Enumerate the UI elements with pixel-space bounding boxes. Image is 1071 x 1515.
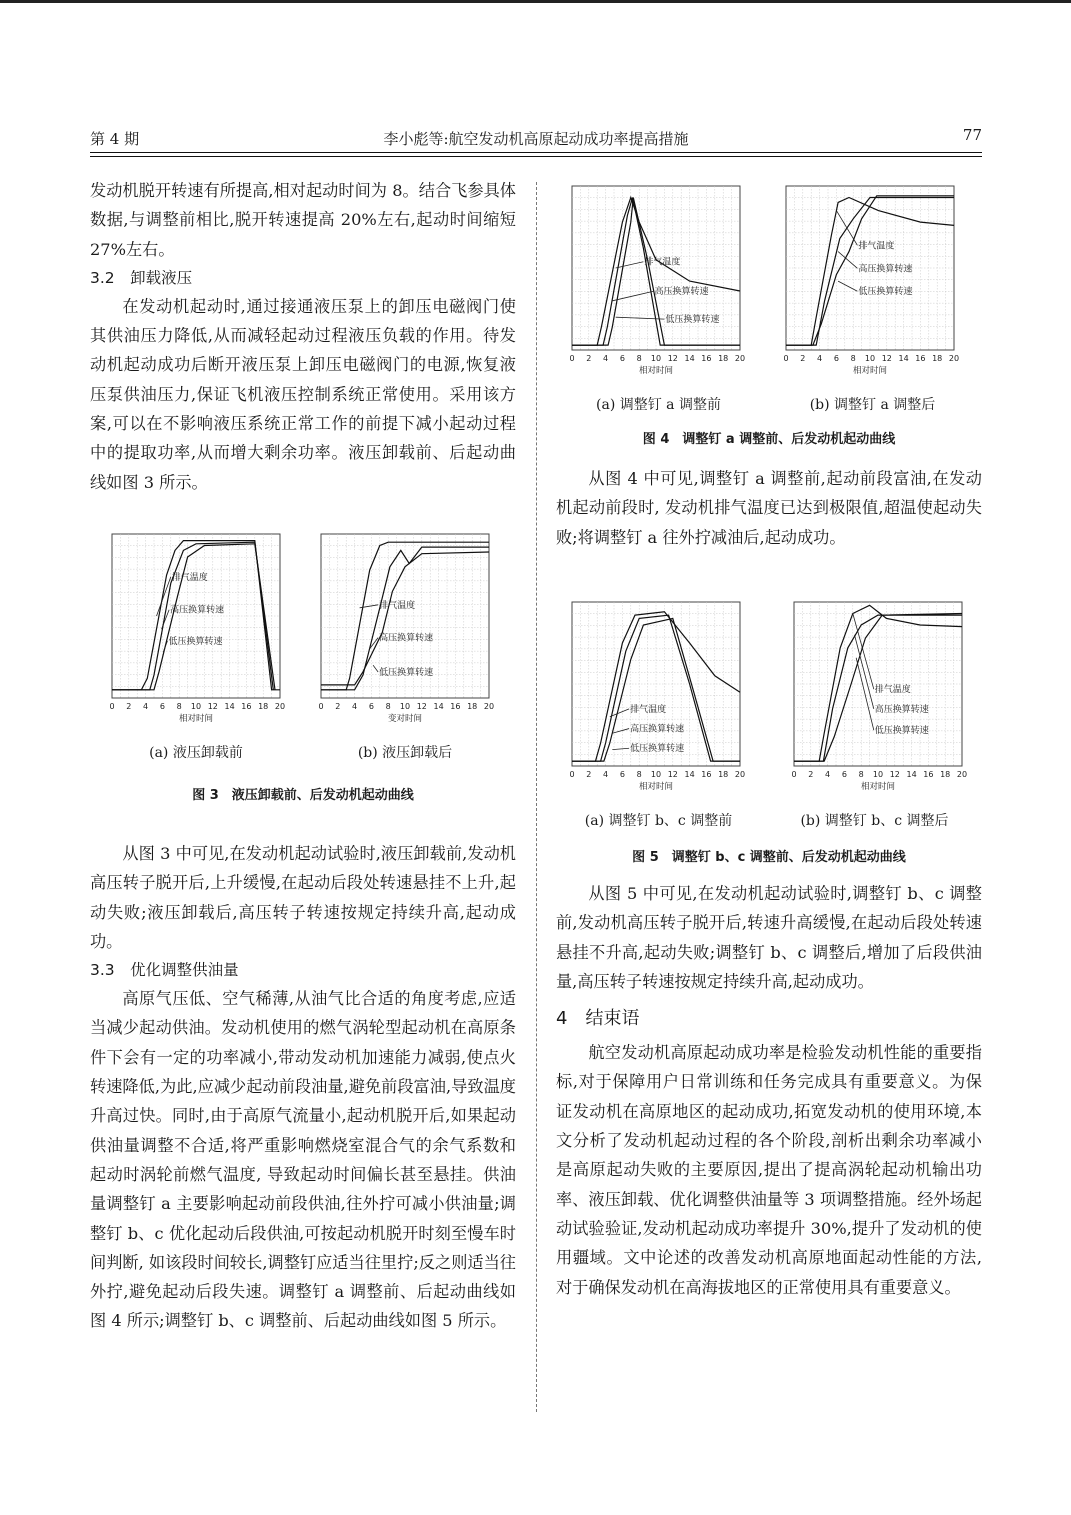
x-tick-label: 20 [948,354,960,363]
x-tick-label: 12 [667,770,678,779]
x-tick-label: 0 [791,770,797,779]
x-tick-label: 10 [190,702,202,711]
x-tick-label: 2 [586,354,592,363]
section-heading-4: 4 结束语 [556,1008,640,1030]
x-tick-label: 10 [650,770,662,779]
x-tick-label: 4 [603,770,609,779]
x-tick-label: 6 [619,354,625,363]
x-tick-label: 12 [881,354,892,363]
chart-fig5b [788,596,973,806]
x-tick-label: 20 [956,770,968,779]
x-tick-label: 2 [808,770,814,779]
x-tick-label: 20 [274,702,286,711]
left-column-top [90,176,516,497]
legend-label: 高压换算转速 [170,605,225,616]
paragraph: 从图 5 中可见,在发动机起动试验时,调整钉 b、c 调整前,发动机高压转子脱开后,转速升高缓慢,在起动后段处转速悬挂不升高,起动失败;调整钉 b、c 调整后,增加了后段供油量,高压转子转速按规定持续升高,起动成功。 [556,884,982,991]
figure-4b [780,180,965,394]
x-tick-label: 4 [352,702,358,711]
chart-fig3b [315,528,500,738]
figure-3b [315,528,500,742]
figure-3-caption: 图 3 液压卸载前、后发动机起动曲线 [192,788,414,803]
legend-label: 排气温度 [874,685,911,696]
subcaption-5b: (b) 调整钉 b、c 调整后 [800,813,949,829]
x-tick-label: 0 [783,354,789,363]
x-tick-label: 2 [126,702,132,711]
x-tick-label: 6 [833,354,839,363]
x-tick-label: 0 [569,354,575,363]
subcaption-5a: (a) 调整钉 b、c 调整前 [584,813,733,829]
paragraph: 从图 3 中可见,在发动机起动试验时,液压卸载前,发动机高压转子脱开后,上升缓慢,在起动后段处转速悬挂不上升,起动失败;液压卸载后,高压转子转速按规定持续升高,起动成功。 [90,844,516,951]
left-column-bottom [90,839,516,1336]
x-axis-label: 相对时间 [852,366,888,376]
x-tick-label: 6 [159,702,165,711]
paragraph: 在发动机起动时,通过接通液压泵上的卸压电磁阀门使其供油压力降低,从而减轻起动过程液压负载的作用。待发动机起动成功后断开液压泵上卸压电磁阀门的电源,恢复液压泵供油压力,保证飞机液压控制系统正常使用。采用该方案,可以在不影响液压系统正常工作的前提下减小起动过程中的提取功率,从而增大剩余功率。液压卸载前、后起动曲线如图 3 所示。 [90,296,516,492]
x-tick-label: 12 [667,354,678,363]
legend-label: 排气温度 [379,600,416,611]
x-tick-label: 14 [684,770,695,779]
x-tick-label: 0 [109,702,115,711]
x-tick-label: 2 [335,702,341,711]
x-tick-label: 6 [619,770,625,779]
x-tick-label: 20 [734,770,746,779]
right-para-1 [556,464,982,552]
running-title: 李小彪等:航空发动机高原起动成功率提高措施 [383,130,689,148]
subcaption-4b: (b) 调整钉 a 调整后 [809,397,936,413]
issue-label: 第 4 期 [90,130,140,148]
x-tick-label: 18 [258,702,269,711]
chart-fig4a [566,180,751,390]
legend-label: 排气温度 [630,704,667,715]
x-tick-label: 10 [864,354,876,363]
x-tick-label: 10 [872,770,884,779]
chart-fig4b [780,180,965,390]
x-axis-label: 变对时间 [387,714,423,724]
x-tick-label: 10 [399,702,411,711]
x-axis-label: 相对时间 [860,782,896,792]
legend-label: 低压换算转速 [379,668,434,679]
running-header [90,126,982,150]
figure-3a [106,528,291,742]
x-axis-label: 相对时间 [178,714,214,724]
legend-label: 高压换算转速 [630,724,685,735]
x-tick-label: 16 [915,354,926,363]
chart-fig5a [566,596,751,806]
x-tick-label: 4 [603,354,609,363]
x-tick-label: 14 [898,354,909,363]
x-tick-label: 8 [850,354,856,363]
x-tick-label: 18 [718,770,729,779]
x-tick-label: 16 [701,354,712,363]
paragraph: 高原气压低、空气稀薄,从油气比合适的角度考虑,应适当减少起动供油。发动机使用的燃气涡轮型起动机在高原条件下会有一定的功率减小,带动发动机加速能力减弱,使点火转速降低,为此,应减少起动前段油量,避免前段富油,导致温度升高过快。同时,由于高原气流量小,起动机脱开后,如果起动供油量调整不合适,将严重影响燃烧室混合气的余气系数和起动时涡轮前燃气温度, 导致起动时间偏长甚至悬挂。供油量调整钉 a 主要影响起动前段供油,往外拧可减小供油量;调整钉 b、c 优化起动后段供油,可按起动机脱开时刻至慢车时间判断, 如该段时间较长,调整钉应适当往里拧;反之则适当往外拧,避免起动后段失速。调整钉 a 调整前、后起动曲线如图 4 所示;调整钉 b、c 调整前、后起动曲线如图 5 所示。 [90,989,516,1331]
x-tick-label: 16 [241,702,252,711]
x-tick-label: 20 [483,702,495,711]
x-tick-label: 12 [889,770,900,779]
x-tick-label: 18 [467,702,478,711]
legend-label: 排气温度 [644,257,681,268]
legend-label: 高压换算转速 [379,633,434,644]
figure-5-caption: 图 5 调整钉 b、c 调整前、后发动机起动曲线 [632,850,906,865]
x-tick-label: 2 [586,770,592,779]
x-tick-label: 10 [650,354,662,363]
x-tick-label: 4 [143,702,149,711]
x-tick-label: 14 [433,702,444,711]
x-tick-label: 8 [176,702,182,711]
subcaption-3b: (b) 液压卸载后 [357,745,453,761]
legend-label: 高压换算转速 [858,264,913,275]
header-rule-thin [90,156,982,157]
x-tick-label: 18 [940,770,951,779]
x-tick-label: 2 [800,354,806,363]
figure-4-caption: 图 4 调整钉 a 调整前、后发动机起动曲线 [642,432,896,447]
x-tick-label: 8 [858,770,864,779]
x-tick-label: 4 [817,354,823,363]
figure-5b [788,596,973,810]
x-tick-label: 12 [416,702,427,711]
x-tick-label: 20 [734,354,746,363]
chart-fig3a [106,528,291,738]
figure-4a [566,180,751,394]
x-tick-label: 4 [825,770,831,779]
paragraph: 发动机脱开转速有所提高,相对起动时间为 8。结合飞参具体数据,与调整前相比,脱开转速提高 20%左右,起动时间缩短 27%左右。 [90,181,516,259]
legend-label: 低压换算转速 [630,744,685,755]
column-divider [536,182,537,1412]
x-axis-label: 相对时间 [638,366,674,376]
paragraph: 从图 4 中可见,调整钉 a 调整前,起动前段富油,在发动机起动前段时, 发动机排气温度已达到极限值,超温使起动失败;将调整钉 a 往外拧减油后,起动成功。 [556,469,982,547]
x-tick-label: 18 [718,354,729,363]
header-rule [90,152,982,153]
x-tick-label: 14 [224,702,235,711]
x-tick-label: 8 [636,770,642,779]
x-tick-label: 6 [368,702,374,711]
x-tick-label: 12 [207,702,218,711]
section-heading-3-2: 3.2 卸载液压 [90,268,193,287]
x-tick-label: 16 [701,770,712,779]
legend-label: 低压换算转速 [874,726,929,737]
legend-label: 低压换算转速 [858,287,913,298]
legend-label: 高压换算转速 [874,704,929,715]
x-tick-label: 6 [841,770,847,779]
x-tick-label: 0 [569,770,575,779]
x-tick-label: 18 [932,354,943,363]
right-column-bottom [556,879,982,1302]
legend-label: 排气温度 [171,572,208,583]
subcaption-3a: (a) 液压卸载前 [149,745,243,761]
x-tick-label: 16 [450,702,461,711]
x-axis-label: 相对时间 [638,782,674,792]
x-tick-label: 14 [906,770,917,779]
x-tick-label: 16 [923,770,934,779]
paragraph: 航空发动机高原起动成功率是检验发动机性能的重要指标,对于保障用户日常训练和任务完成具有重要意义。为保证发动机在高原地区的起动成功,拓宽发动机的使用环境,本文分析了发动机起动过程的各个阶段,剖析出剩余功率减小是高原起动失败的主要原因,提出了提高涡轮起动机输出功率、液压卸载、优化调整供油量等 3 项调整措施。经外场起动试验验证,发动机起动成功率提升 30%,提升了发动机的使用疆域。文中论述的改善发动机高原地面起动性能的方法,对于确保发动机在高海拔地区的正常使用具有重要意义。 [556,1043,982,1297]
figure-5a [566,596,751,810]
top-rule [0,0,1071,3]
legend-label: 低压换算转速 [665,315,720,326]
subcaption-4a: (a) 调整钉 a 调整前 [596,397,721,413]
x-tick-label: 0 [318,702,324,711]
legend-label: 高压换算转速 [654,287,709,298]
legend-label: 排气温度 [858,241,895,252]
x-tick-label: 8 [385,702,391,711]
page-number: 77 [962,126,982,144]
legend-label: 低压换算转速 [168,636,223,647]
section-heading-3-3: 3.3 优化调整供油量 [90,961,239,980]
x-tick-label: 14 [684,354,695,363]
x-tick-label: 8 [636,354,642,363]
